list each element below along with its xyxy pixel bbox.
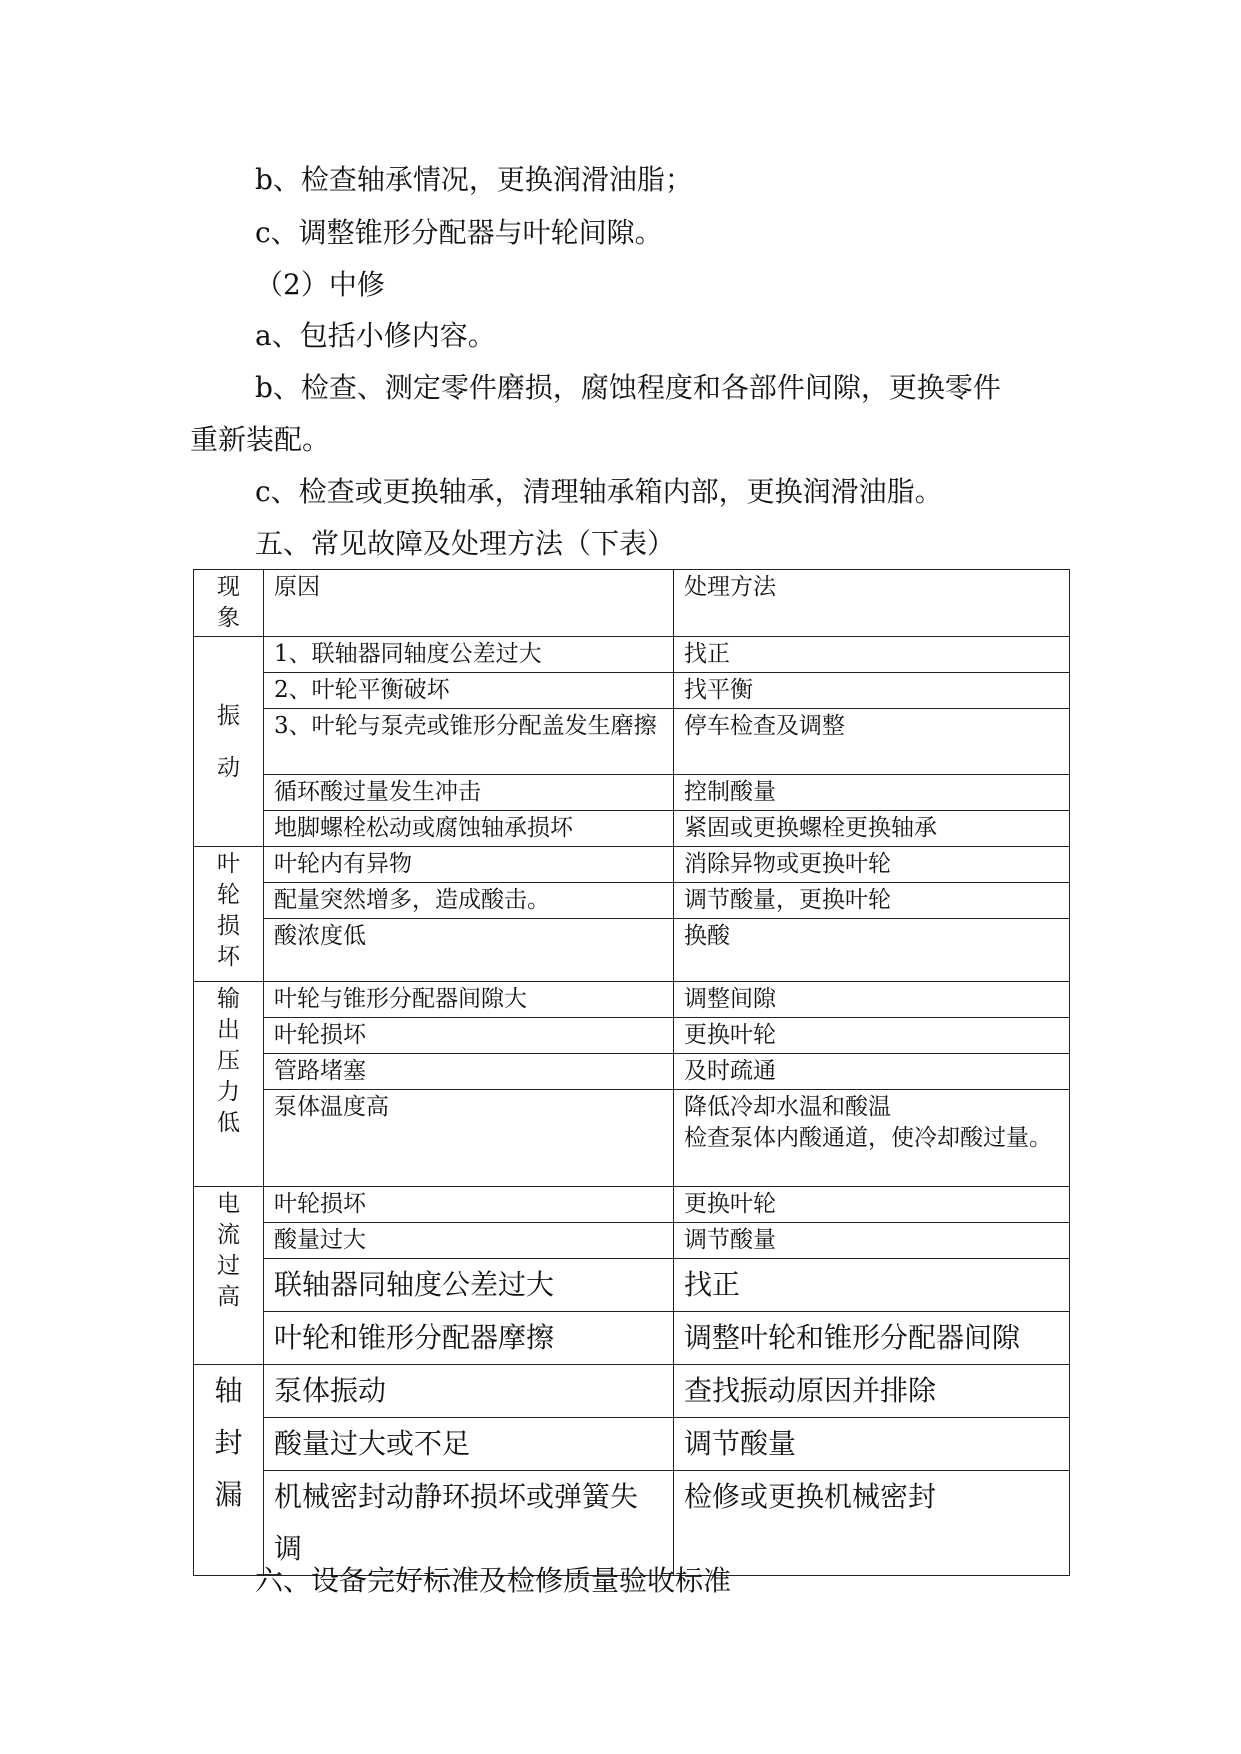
table-row bbox=[194, 637, 1070, 673]
phenomenon-shaft-seal-leak: 轴封漏 bbox=[194, 1365, 264, 1576]
table-row bbox=[194, 883, 1070, 919]
table-row bbox=[194, 1418, 1070, 1471]
method-cell: 找正 bbox=[674, 637, 1070, 673]
header-phenomenon: 现象 bbox=[194, 570, 264, 637]
method-cell bbox=[674, 1090, 1070, 1187]
table-row bbox=[194, 1018, 1070, 1054]
method-cell: 调整间隙 bbox=[674, 982, 1070, 1018]
cause-cell: 泵体温度高 bbox=[264, 1090, 674, 1187]
fault-table bbox=[193, 569, 1070, 1576]
phenomenon-vibration: 振动 bbox=[194, 637, 264, 847]
cause-cell: 酸浓度低 bbox=[264, 919, 674, 982]
method-cell: 及时疏通 bbox=[674, 1054, 1070, 1090]
table-row bbox=[194, 1187, 1070, 1223]
section-title-faults: 五、常见故障及处理方法（下表） bbox=[255, 527, 676, 560]
table-row bbox=[194, 1090, 1070, 1187]
method-cell: 紧固或更换螺栓更换轴承 bbox=[674, 811, 1070, 847]
method-cell: 调节酸量 bbox=[674, 1418, 1070, 1471]
table-row bbox=[194, 775, 1070, 811]
method-line: 降低冷却水温和酸温 bbox=[684, 1094, 891, 1120]
table-row bbox=[194, 811, 1070, 847]
method-cell: 更换叶轮 bbox=[674, 1187, 1070, 1223]
table-row bbox=[194, 1365, 1070, 1418]
method-cell: 找正 bbox=[674, 1259, 1070, 1312]
paragraph-c-replace: c、检查或更换轴承，清理轴承箱内部，更换润滑油脂。 bbox=[255, 475, 943, 508]
table-row bbox=[194, 982, 1070, 1018]
table-row bbox=[194, 1471, 1070, 1576]
method-cell: 控制酸量 bbox=[674, 775, 1070, 811]
table-row bbox=[194, 1054, 1070, 1090]
method-cell: 找平衡 bbox=[674, 673, 1070, 709]
cause-cell: 2、叶轮平衡破坏 bbox=[264, 673, 674, 709]
method-cell: 调节酸量 bbox=[674, 1223, 1070, 1259]
method-cell: 查找振动原因并排除 bbox=[674, 1365, 1070, 1418]
table-header-row bbox=[194, 570, 1070, 637]
table-row bbox=[194, 673, 1070, 709]
cause-cell: 叶轮和锥形分配器摩擦 bbox=[264, 1312, 674, 1365]
cause-cell: 泵体振动 bbox=[264, 1365, 674, 1418]
method-cell: 换酸 bbox=[674, 919, 1070, 982]
method-cell: 调节酸量，更换叶轮 bbox=[674, 883, 1070, 919]
paragraph-b-bearing: b、检查轴承情况，更换润滑油脂； bbox=[255, 163, 693, 196]
cause-cell: 3、叶轮与泵壳或锥形分配盖发生磨擦 bbox=[264, 709, 674, 775]
method-cell: 停车检查及调整 bbox=[674, 709, 1070, 775]
cause-cell: 循环酸过量发生冲击 bbox=[264, 775, 674, 811]
paragraph-medium-repair: （2）中修 bbox=[255, 268, 385, 301]
paragraph-c-gap: c、调整锥形分配器与叶轮间隙。 bbox=[255, 216, 663, 249]
cause-cell: 酸量过大或不足 bbox=[264, 1418, 674, 1471]
cause-cell: 管路堵塞 bbox=[264, 1054, 674, 1090]
header-cause: 原因 bbox=[264, 570, 674, 637]
cause-cell: 联轴器同轴度公差过大 bbox=[264, 1259, 674, 1312]
table-row bbox=[194, 919, 1070, 982]
cause-cell: 1、联轴器同轴度公差过大 bbox=[264, 637, 674, 673]
cause-cell: 地脚螺栓松动或腐蚀轴承损坏 bbox=[264, 811, 674, 847]
phenomenon-impeller-damage: 叶轮损坏 bbox=[194, 847, 264, 982]
method-cell: 检修或更换机械密封 bbox=[674, 1471, 1070, 1576]
paragraph-b-inspect-cont: 重新装配。 bbox=[190, 423, 331, 456]
section-title-standards: 六、设备完好标准及检修质量验收标准 bbox=[255, 1564, 732, 1597]
table-row bbox=[194, 1312, 1070, 1365]
paragraph-b-inspect: b、检查、测定零件磨损，腐蚀程度和各部件间隙，更换零件 bbox=[255, 371, 1001, 404]
table-row bbox=[194, 1259, 1070, 1312]
table-row bbox=[194, 847, 1070, 883]
phenomenon-high-current: 电流过高 bbox=[194, 1187, 264, 1365]
cause-cell: 叶轮损坏 bbox=[264, 1018, 674, 1054]
header-method: 处理方法 bbox=[674, 570, 1070, 637]
cause-cell: 叶轮与锥形分配器间隙大 bbox=[264, 982, 674, 1018]
table-row bbox=[194, 1223, 1070, 1259]
method-line: 检查泵体内酸通道，使冷却酸过量。 bbox=[684, 1125, 1052, 1151]
cause-cell: 机械密封动静环损坏或弹簧失调 bbox=[264, 1471, 674, 1576]
method-cell: 调整叶轮和锥形分配器间隙 bbox=[674, 1312, 1070, 1365]
table-row bbox=[194, 709, 1070, 775]
cause-cell: 酸量过大 bbox=[264, 1223, 674, 1259]
method-cell: 消除异物或更换叶轮 bbox=[674, 847, 1070, 883]
cause-cell: 配量突然增多，造成酸击。 bbox=[264, 883, 674, 919]
cause-cell: 叶轮损坏 bbox=[264, 1187, 674, 1223]
paragraph-a-include: a、包括小修内容。 bbox=[255, 319, 496, 352]
method-cell: 更换叶轮 bbox=[674, 1018, 1070, 1054]
cause-cell: 叶轮内有异物 bbox=[264, 847, 674, 883]
phenomenon-low-pressure: 输出压力低 bbox=[194, 982, 264, 1187]
